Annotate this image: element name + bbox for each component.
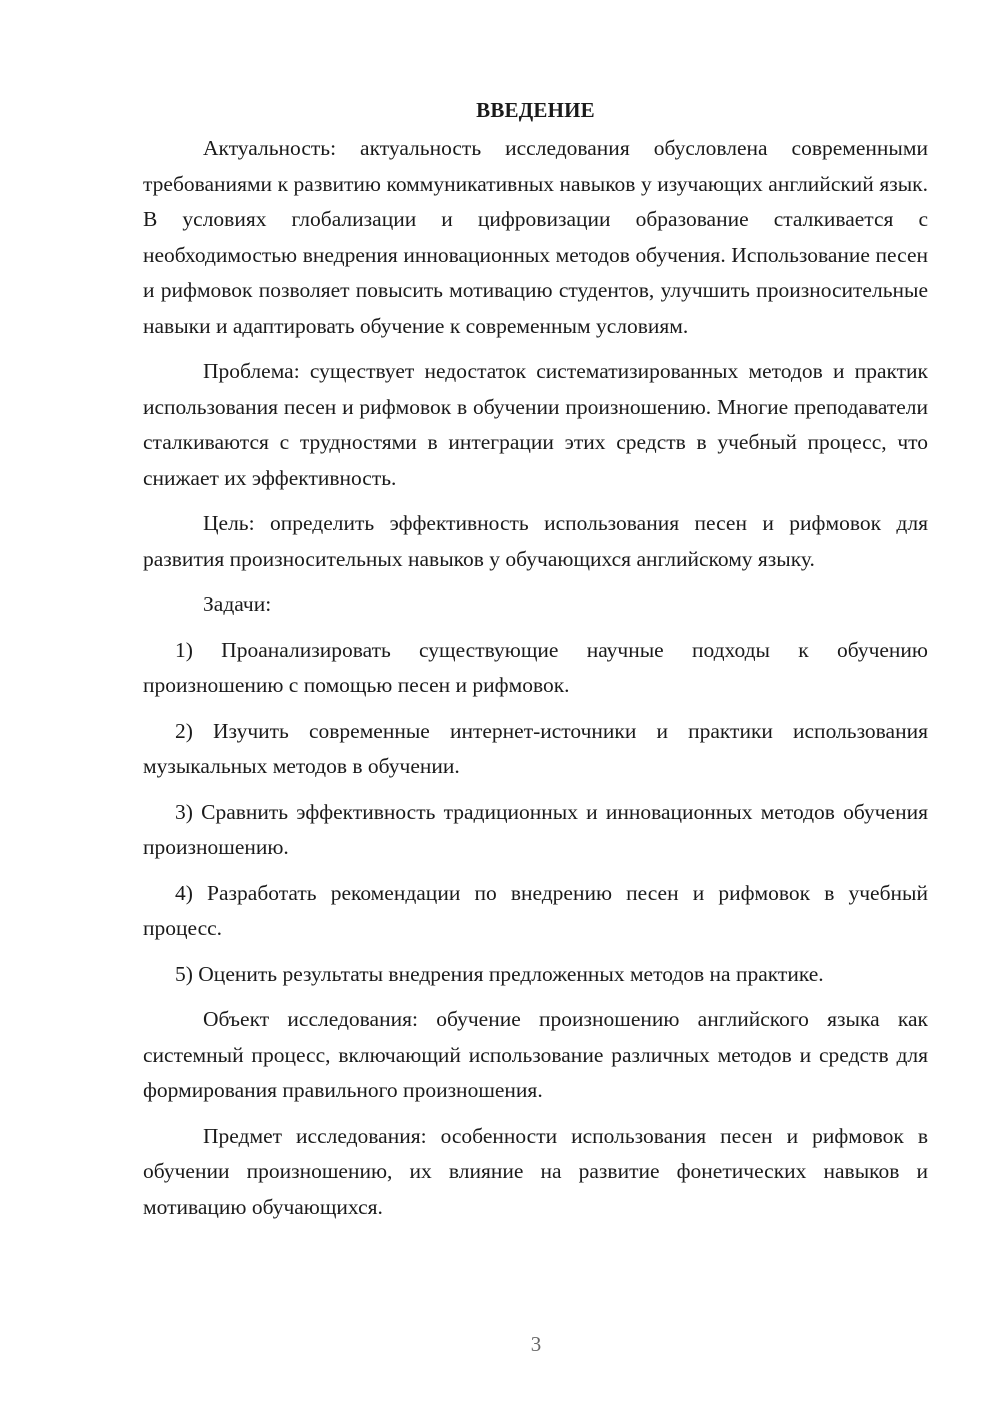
task-item-2: 2) Изучить современные интернет-источники и практики использования музыкальных методов в обучении. [143,718,928,778]
paragraph-subject: Предмет исследования: особенности использования песен и рифмовок в обучении произношению, их влияние на развитие фонетических навыков и мотивацию обучающихся. [143,1123,928,1219]
task-item-5: 5) Оценить результаты внедрения предложенных методов на практике. [175,961,824,986]
paragraph-relevance: Актуальность: актуальность исследования обусловлена современными требованиями к развитию коммуникативных навыков у изучающих английский язык. В условиях глобализации и цифровизации образование сталкивается с необходимостью внедрения инновационных методов обучения. Использование песен и рифмовок позволяет повысить мотивацию студентов, улучшить произносительные навыки и адаптировать обучение к современным условиям. [143,136,928,338]
task-item-3: 3) Сравнить эффективность традиционных и инновационных методов обучения произношению. [143,799,928,859]
section-heading: ВВЕДЕНИЕ [476,98,595,122]
page-content [143,95,928,1225]
task-item-4: 4) Разработать рекомендации по внедрению песен и рифмовок в учебный процесс. [143,880,928,940]
paragraph-problem: Проблема: существует недостаток систематизированных методов и практик использования песен и рифмовок в обучении произношению. Многие преподаватели сталкиваются с трудностями в интеграции этих средств в учебный процесс, что снижает их эффективность. [143,359,928,490]
paragraph-object: Объект исследования: обучение произношению английского языка как системный процесс, включающий использование различных методов и средств для формирования правильного произношения. [143,1007,928,1102]
paragraph-goal: Цель: определить эффективность использования песен и рифмовок для развития произносительных навыков у обучающихся английскому языку. [143,511,928,571]
task-item-1: 1) Проанализировать существующие научные подходы к обучению произношению с помощью песен и рифмовок. [143,637,928,697]
page-number: 3 [530,1332,542,1356]
paragraph-tasks-heading: Задачи: [203,592,272,616]
